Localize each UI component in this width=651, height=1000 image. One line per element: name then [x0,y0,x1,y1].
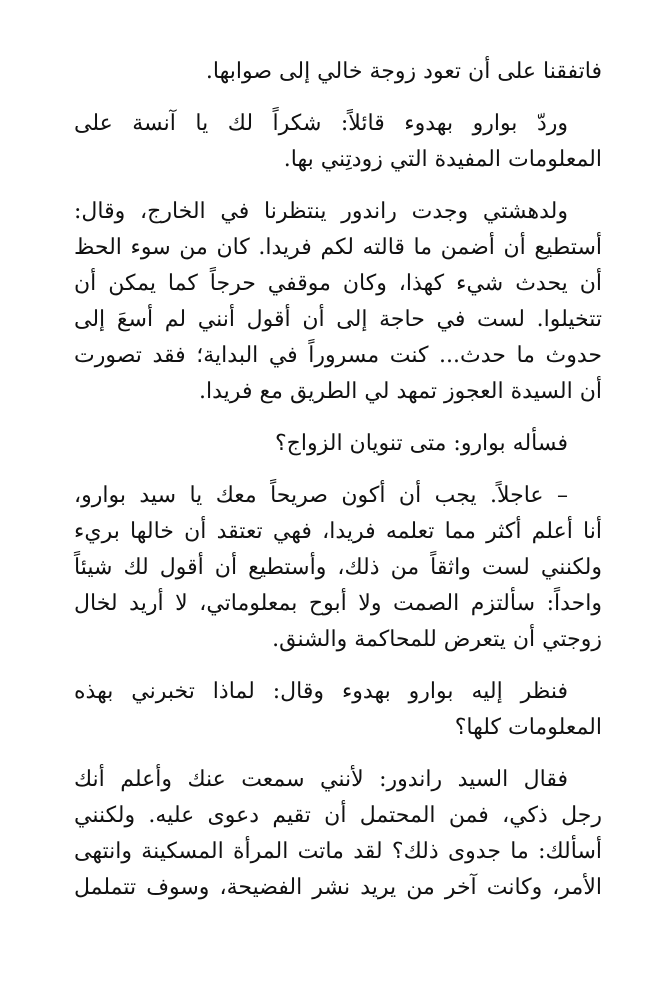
text-line: فسأله بوارو: متى تنويان الزواج؟ [274,431,568,456]
text-line: أن يحدث شيء كهذا، وكان موقفي حرجاً كما يمكن أن [74,271,602,296]
text-line: رجل ذكي، فمن المحتمل أن تقيم دعوى عليه. ولكنني [74,803,602,828]
paragraph-2 [74,106,602,178]
text-line: الأمر، وكانت آخر من يريد نشر الفضيحة، وسوف تتململ [74,875,602,900]
text-line: زوجتي أن يتعرض للمحاكمة والشنق. [272,627,602,652]
text-line: أسألك: ما جدوى ذلك؟ لقد ماتت المرأة المسكينة وانتهى [74,839,602,864]
paragraph-6 [74,674,602,746]
book-page [74,54,602,922]
text-line: المعلومات المفيدة التي زودتِني بها. [283,147,602,172]
text-line: فنظر إليه بوارو بهدوء وقال: لماذا تخبرني بهذه [74,679,568,704]
paragraph-7 [74,762,602,906]
text-line: حدوث ما حدث... كنت مسروراً في البداية؛ فقد تصورت [74,343,602,368]
text-line: فاتفقنا على أن تعود زوجة خالي إلى صوابها. [205,59,602,84]
text-line: وردّ بوارو بهدوء قائلاً: شكراً لك يا آنسة على [74,111,568,136]
text-line: واحداً: سألتزم الصمت ولا أبوح بمعلوماتي، لا أريد لخال [74,591,602,616]
paragraph-4 [74,426,602,462]
text-line: أستطيع أن أضمن ما قالته لكم فريدا. كان من سوء الحظ [74,235,602,260]
text-line: فقال السيد راندور: لأنني سمعت عنك وأعلم أنك [74,767,568,792]
text-line: المعلومات كلها؟ [454,715,602,740]
paragraph-1 [74,54,602,90]
paragraph-3 [74,194,602,410]
text-line: أنا أعلم أكثر مما تعلمه فريدا، فهي تعتقد أن خالها بريء [74,519,602,544]
text-line: تتخيلوا. لست في حاجة إلى أن أقول أنني لم أسعَ إلى [74,307,602,332]
text-line: – عاجلاً. يجب أن أكون صريحاً معك يا سيد بوارو، [74,483,568,508]
text-line: ولدهشتي وجدت راندور ينتظرنا في الخارج، وقال: [74,199,568,224]
text-line: ولكنني لست واثقاً من ذلك، وأستطيع أن أقول لك شيئاً [74,555,602,580]
text-line: أن السيدة العجوز تمهد لي الطريق مع فريدا. [199,379,602,404]
paragraph-5 [74,478,602,658]
